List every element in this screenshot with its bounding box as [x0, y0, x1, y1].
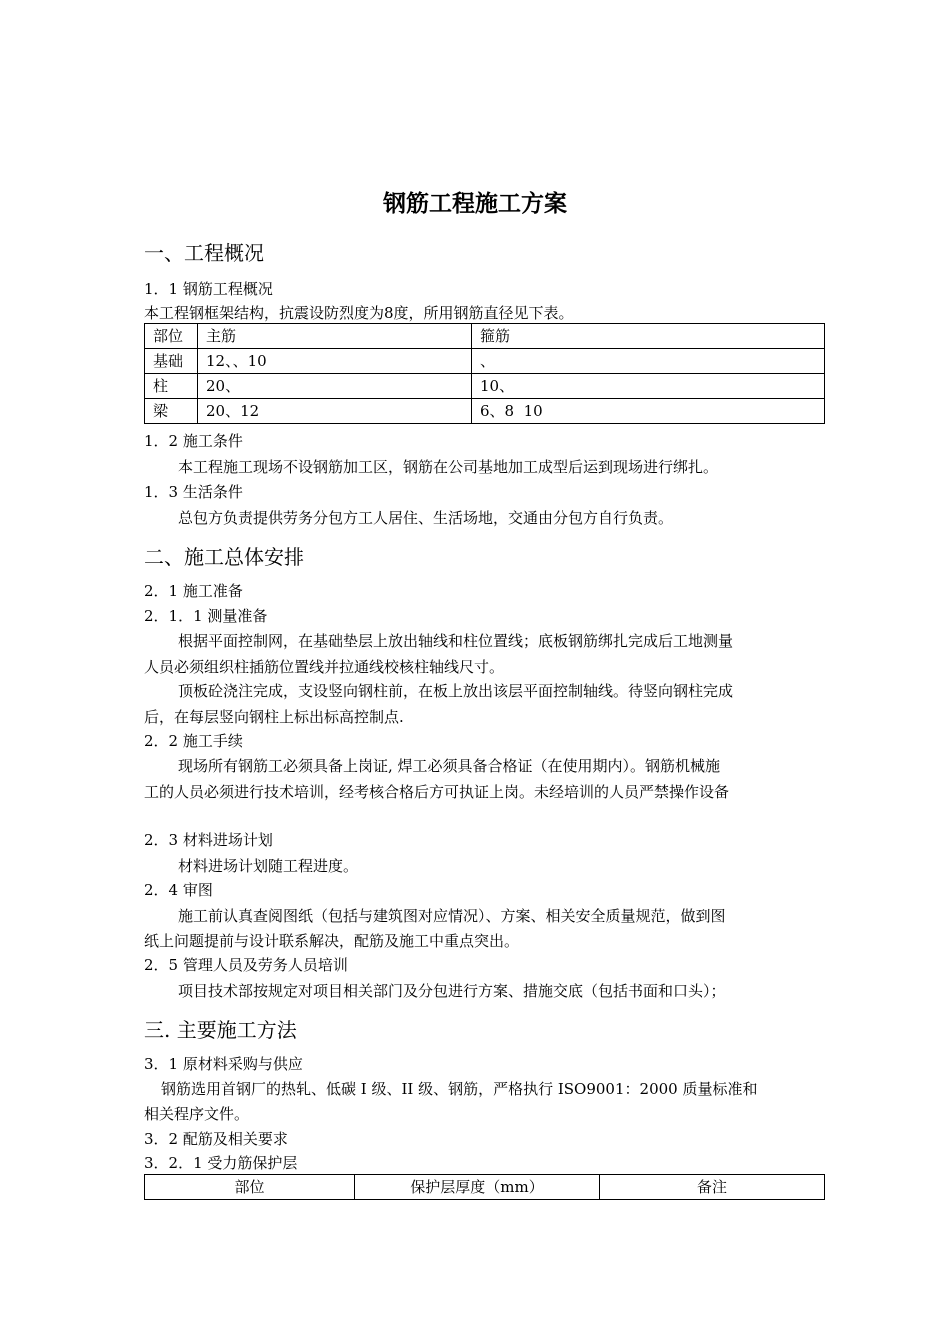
- table-header-cell: 主筋: [198, 324, 472, 349]
- subsection-heading-2-1-1: 2．1．1 测量准备: [144, 607, 268, 625]
- subsection-heading-2-1: 2．1 施工准备: [144, 582, 243, 600]
- table-row: [145, 399, 825, 424]
- paragraph-2-5: 项目技术部按规定对项目相关部门及分包进行方案、措施交底（包括书面和口头）；: [178, 982, 726, 1000]
- paragraph-2-1-1-line: 顶板砼浇注完成，支设竖向钢柱前，在板上放出该层平面控制轴线。待竖向钢柱完成: [178, 682, 734, 700]
- table-header-cell: 部位: [145, 324, 198, 349]
- subsection-heading-2-4: 2．4 审图: [144, 881, 213, 899]
- subsection-heading-3-2-1: 3．2．1 受力筋保护层: [144, 1154, 298, 1172]
- table-header-row: [145, 1175, 825, 1200]
- table-cell: 、: [472, 349, 825, 374]
- table-cell: 20、12: [198, 399, 472, 424]
- subsection-heading-2-2: 2．2 施工手续: [144, 732, 243, 750]
- paragraph-2-2-line: 现场所有钢筋工必须具备上岗证, 焊工必须具备合格证（在使用期内）。钢筋机械施: [178, 757, 721, 775]
- table-row: [145, 374, 825, 399]
- subsection-heading-3-1: 3．1 原材料采购与供应: [144, 1055, 303, 1073]
- subsection-heading-3-2: 3．2 配筋及相关要求: [144, 1130, 288, 1148]
- section-heading-1: 一、工程概况: [144, 241, 264, 265]
- paragraph-2-4-line: 施工前认真查阅图纸（包括与建筑图对应情况）、方案、相关安全质量规范，做到图: [178, 907, 726, 925]
- paragraph-3-1-line: 钢筋选用首钢厂的热轧、低碳 I 级、II 级、钢筋，严格执行 ISO9001：2000 质量标准和: [161, 1080, 758, 1098]
- table-cell: 10、: [472, 374, 825, 399]
- rebar-diameter-table: [144, 323, 825, 424]
- paragraph-2-4-line: 纸上问题提前与设计联系解决，配筋及施工中重点突出。: [144, 932, 520, 950]
- paragraph-2-1-1-line: 后，在每层竖向钢柱上标出标高控制点.: [144, 708, 404, 726]
- paragraph-2-3: 材料进场计划随工程进度。: [178, 857, 359, 875]
- table-header-row: [145, 324, 825, 349]
- table-header-cell: 箍筋: [472, 324, 825, 349]
- subsection-heading-1-3: 1．3 生活条件: [144, 483, 243, 501]
- table-cell: 12、、10: [198, 349, 472, 374]
- paragraph-2-2-line: 工的人员必须进行技术培训，经考核合格后方可执证上岗。未经培训的人员严禁操作设备: [144, 783, 730, 801]
- paragraph-3-1-line: 相关程序文件。: [144, 1105, 250, 1123]
- table-cell: 梁: [145, 399, 198, 424]
- table-cell: 20、: [198, 374, 472, 399]
- subsection-heading-2-5: 2．5 管理人员及劳务人员培训: [144, 956, 348, 974]
- section-heading-2: 二、施工总体安排: [144, 545, 304, 569]
- table-cell: 柱: [145, 374, 198, 399]
- table-header-cell: 部位: [145, 1175, 355, 1200]
- table-cell: 6、8 10: [472, 399, 825, 424]
- table-header-cell: 保护层厚度（mm）: [355, 1175, 600, 1200]
- table-header-cell: 备注: [600, 1175, 825, 1200]
- table-cell: 基础: [145, 349, 198, 374]
- document-title: 钢筋工程施工方案: [383, 190, 567, 217]
- table-row: [145, 349, 825, 374]
- cover-thickness-table: [144, 1174, 825, 1200]
- subsection-heading-2-3: 2．3 材料进场计划: [144, 831, 273, 849]
- paragraph-2-1-1-line: 人员必须组织柱插筋位置线并拉通线校核柱轴线尺寸。: [144, 658, 505, 676]
- paragraph-2-1-1-line: 根据平面控制网，在基础垫层上放出轴线和柱位置线；底板钢筋绑扎完成后工地测量: [178, 632, 734, 650]
- paragraph-1-3: 总包方负责提供劳务分包方工人居住、生活场地，交通由分包方自行负责。: [178, 509, 674, 527]
- section-heading-3: 三. 主要施工方法: [144, 1018, 297, 1042]
- subsection-heading-1-1: 1．1 钢筋工程概况: [144, 280, 273, 298]
- paragraph-1-1: 本工程钢框架结构，抗震设防烈度为8度，所用钢筋直径见下表。: [144, 304, 574, 322]
- paragraph-1-2: 本工程施工现场不设钢筋加工区，钢筋在公司基地加工成型后运到现场进行绑扎。: [178, 458, 719, 476]
- subsection-heading-1-2: 1．2 施工条件: [144, 432, 243, 450]
